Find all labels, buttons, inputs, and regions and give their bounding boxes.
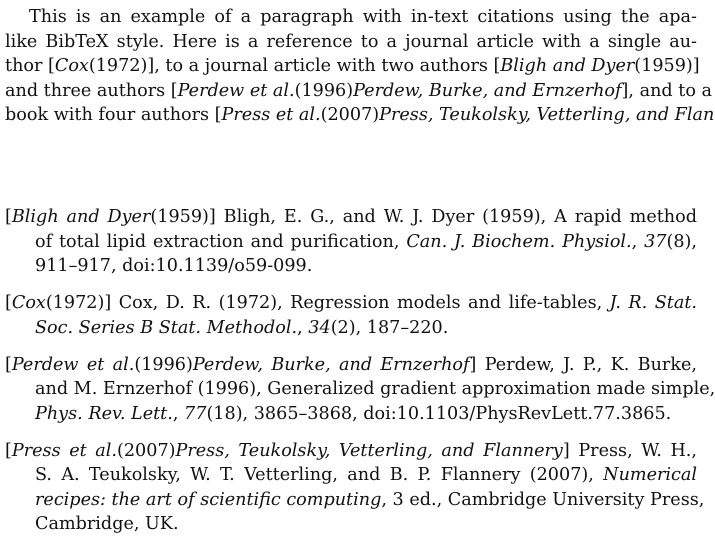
text-run: , 3 ed., Cambridge University Press, [381,489,705,510]
document-page [5,0,715,549]
text-run: (1959)] Bligh, E. G., and W. J. Dyer (1959), A rapid method [150,207,697,227]
reference-list [5,205,715,549]
body-paragraph [5,5,715,128]
italic-text-run: Press et al. [11,440,117,461]
italic-text-run: Press et al. [221,105,321,125]
reference-line [5,230,697,255]
italic-text-run: Phys. Rev. Lett. [35,403,173,424]
text-run: , [172,403,185,424]
text-run: 911–917, doi:10.1139/o59-099. [35,256,313,276]
paragraph-line [5,5,697,30]
reference-line [5,291,697,316]
reference-line [5,402,697,427]
italic-text-run: Perdew, Burke, and Ernzerhof [353,80,622,101]
reference-line [5,316,697,341]
text-run: ] Perdew, J. P., K. Burke, [469,354,698,375]
text-run: (1959)] [634,56,700,76]
text-run: (8), [666,231,698,252]
italic-text-run: Soc. Series B Stat. Methodol. [35,317,298,338]
italic-text-run: Numerical [603,465,697,485]
reference-line [5,439,697,464]
paragraph-line [5,30,697,55]
text-run: (2007) [117,440,176,461]
reference-line [5,463,697,488]
text-run: , [297,317,309,338]
italic-text-run: recipes: the art of scientific computing [35,489,382,510]
text-run: [ [5,354,12,375]
text-run: (2007) [320,105,380,125]
reference-entry-bligh-dyer [5,205,697,279]
italic-text-run: Perdew et al. [11,354,135,375]
text-run: (1972)], to a journal article with two authors [ [88,56,501,76]
reference-line [5,488,705,513]
text-run: ], and to a [621,80,713,101]
text-run: of total lipid extraction and purification, [35,231,407,252]
text-run: Cambridge, UK. [35,514,179,534]
text-run: and three authors [ [5,80,178,101]
text-run: like BibTeX style. Here is a reference to a journal article with a single au- [5,31,697,52]
paragraph-line [5,79,713,104]
text-run: S. A. Teukolsky, W. T. Vetterling, and B. P. Flannery (2007), [35,465,604,485]
italic-text-run: 37 [644,231,667,252]
italic-text-run: Can. J. Biochem. Physiol. [406,231,632,252]
italic-text-run: Bligh and Dyer [11,207,151,227]
text-run: ] Press, W. H., [562,440,697,461]
text-run: [ [5,440,12,461]
reference-entry-perdew [5,353,715,427]
reference-line [5,512,697,537]
italic-text-run: Press, Teukolsky, Vetterling, and Flannery [175,440,563,461]
paragraph-line [5,103,715,128]
text-run: [ [5,207,12,227]
reference-line [5,353,697,378]
italic-text-run: 77 [184,403,207,424]
text-run: (2), 187–220. [330,317,449,338]
text-run: (1996) [134,354,193,375]
reference-entry-cox [5,291,697,340]
italic-text-run: Cox [11,293,46,313]
text-run: [ [5,293,12,313]
text-run: and M. Ernzerhof (1996), Generalized gradient approximation made simple, [35,379,715,399]
italic-text-run: Cox [54,56,89,76]
text-run: (18), 3865–3868, doi:10.1103/PhysRevLett.77.3865. [206,403,672,424]
italic-text-run: J. R. Stat. [609,293,697,313]
text-run: (1996) [294,80,354,101]
text-run: , [631,231,645,252]
text-run: (1972)] Cox, D. R. (1972), Regression models and life-tables, [45,293,610,313]
italic-text-run: Bligh and Dyer [500,56,635,76]
italic-text-run: Perdew, Burke, and Ernzerhof [192,354,470,375]
reference-line [5,377,715,402]
italic-text-run: Perdew et al. [177,80,295,101]
italic-text-run: Press, Teukolsky, Vetterling, and Flan [379,105,715,125]
italic-text-run: 34 [308,317,331,338]
text-run: thor [ [5,56,55,76]
reference-line [5,254,697,279]
text-run: This is an example of a paragraph with in-text citations using the apa- [29,7,697,27]
paragraph-line [5,54,700,79]
text-run: book with four authors [ [5,105,222,125]
reference-line [5,205,697,230]
reference-entry-press [5,439,705,537]
